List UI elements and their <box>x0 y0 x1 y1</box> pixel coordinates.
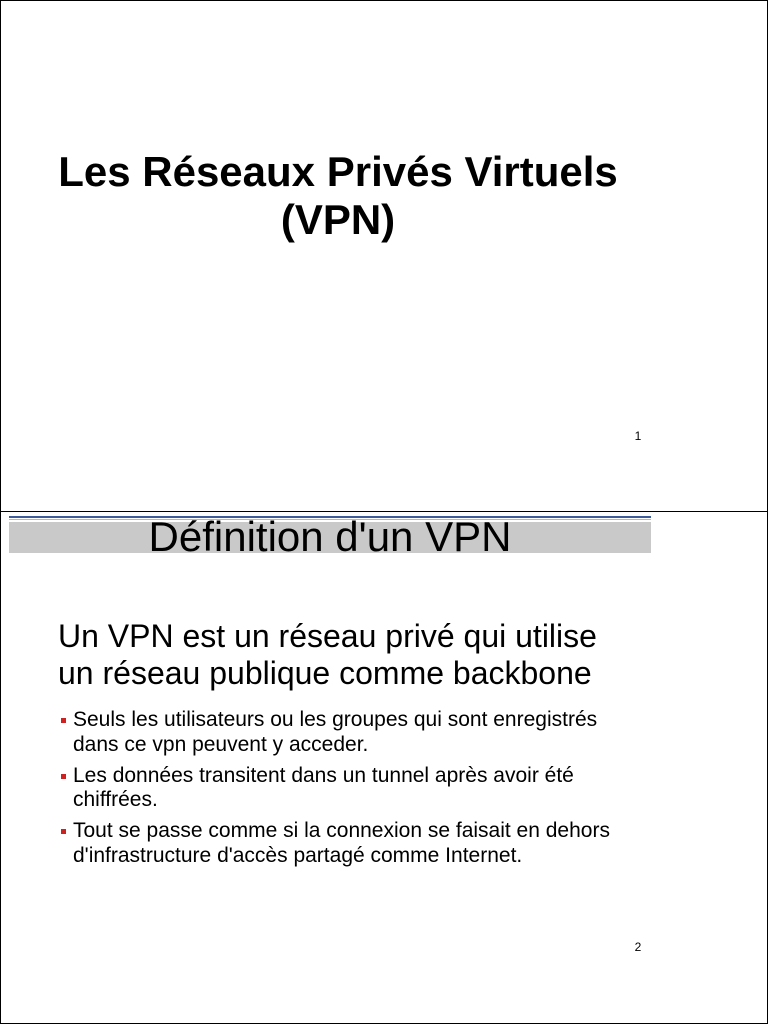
bullet-text-line: Seuls les utilisateurs ou les groupes qui sont enregistrés <box>73 708 598 731</box>
lead-line: un réseau publique comme backbone <box>58 655 592 691</box>
bullet-list <box>58 708 610 875</box>
page-number: 2 <box>634 940 642 954</box>
square-bullet-icon <box>61 718 66 723</box>
slide-title-line: Les Réseaux Privés Virtuels <box>58 148 618 195</box>
bullet-item <box>58 708 610 757</box>
bullet-text-line: Tout se passe comme si la connexion se faisait en dehors <box>73 819 610 842</box>
square-bullet-icon <box>61 774 66 779</box>
bullet-text-line: d'infrastructure d'accès partagé comme Internet. <box>73 843 523 867</box>
slide-title-line: (VPN) <box>280 196 396 243</box>
bullet-text-line: dans ce vpn peuvent y acceder. <box>73 732 369 756</box>
square-bullet-icon <box>61 829 66 834</box>
lead-text <box>58 618 597 692</box>
page-number: 1 <box>634 429 642 443</box>
bullet-text-line: chiffrées. <box>73 788 158 811</box>
lead-line: Un VPN est un réseau privé qui utilise <box>58 618 597 654</box>
slide-2 <box>0 512 768 1024</box>
bullet-text-line: Les données transitent dans un tunnel après avoir été <box>73 763 574 787</box>
bullet-item <box>58 819 610 868</box>
slide-title: Définition d'un VPN <box>148 513 512 560</box>
bullet-item <box>58 764 610 813</box>
slide-title <box>8 148 668 244</box>
